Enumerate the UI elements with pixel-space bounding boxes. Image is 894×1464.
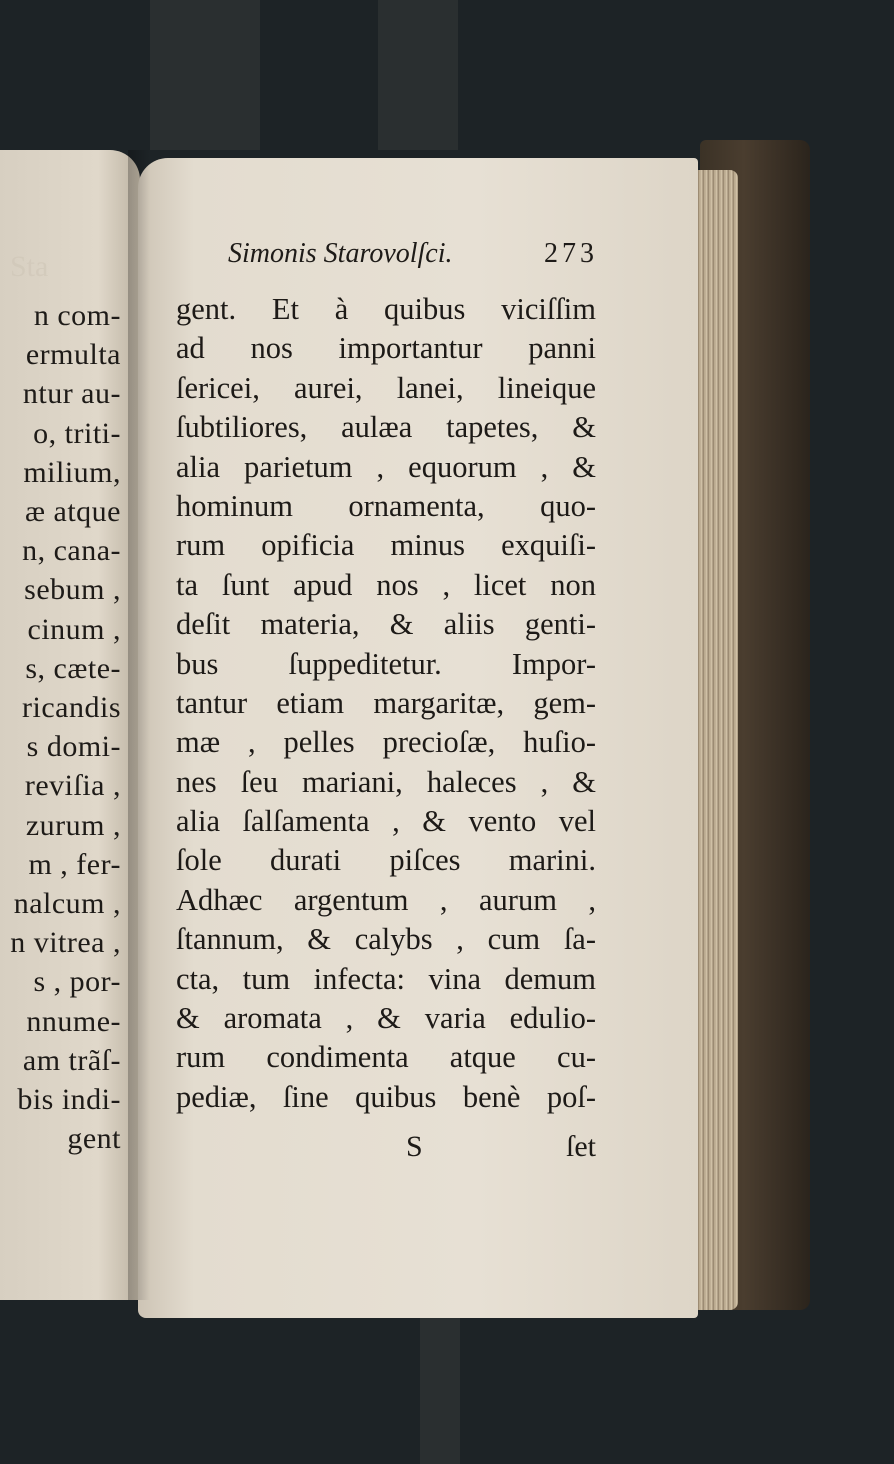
left-page-line: nnume- xyxy=(26,1004,121,1038)
text-line: tantur etiam margaritæ, gem- xyxy=(176,685,596,720)
left-page-line: s, cæte- xyxy=(25,651,121,685)
text-line: mæ , pelles precioſæ, huſio- xyxy=(176,725,596,760)
left-page-line: sebum , xyxy=(24,573,121,607)
text-line: Adhæc argentum , aurum , xyxy=(176,882,596,917)
text-line: rum opificia minus exquiſi- xyxy=(176,528,596,563)
left-page-line: milium, xyxy=(23,455,121,489)
text-line: ſubtiliores, aulæa tapetes, & xyxy=(176,410,596,445)
text-line: pediæ, ſine quibus benè poſ- xyxy=(176,1079,596,1114)
background-binding-strip xyxy=(378,0,458,150)
text-line: hominum ornamenta, quo- xyxy=(176,488,596,523)
left-page-line: reviſia , xyxy=(24,769,121,803)
left-page-line: zurum , xyxy=(25,808,121,842)
gutter-shadow xyxy=(128,150,150,1300)
left-page-line: n vitrea , xyxy=(10,926,121,960)
left-page-line: n com- xyxy=(33,299,121,332)
left-page-line: bis indi- xyxy=(17,1083,121,1117)
text-line: cta, tum infecta: vina demum xyxy=(176,961,596,996)
left-page-line: ricandis xyxy=(22,691,121,725)
text-line: alia parietum , equorum , & xyxy=(176,449,596,484)
text-line: nes ſeu mariani, haleces , & xyxy=(176,764,596,799)
running-head-title: Simonis Starovolſci. xyxy=(228,238,453,269)
text-line: ſole durati piſces marini. xyxy=(176,843,596,878)
signature-mark: S xyxy=(406,1130,423,1163)
left-page-line: m , fer- xyxy=(28,847,121,881)
text-line: gent. Et à quibus viciſſim xyxy=(176,292,596,326)
text-line: ad nos importantur panni xyxy=(176,331,596,366)
text-line: alia ſalſamenta , & vento vel xyxy=(176,804,596,839)
text-line: deſit materia, & aliis genti- xyxy=(176,607,596,642)
text-line: ſericei, aurei, lanei, lineique xyxy=(176,370,596,405)
page-number: 273 xyxy=(544,238,598,269)
left-page-line: s domi- xyxy=(26,730,121,764)
left-page-line: o, triti- xyxy=(33,416,121,450)
left-page-text xyxy=(0,296,121,1158)
text-line: bus ſuppeditetur. Impor- xyxy=(176,646,596,681)
left-page-line: n, cana- xyxy=(22,534,121,568)
left-page-line: ntur au- xyxy=(22,377,121,411)
body-text xyxy=(176,290,596,1117)
catchword: ſet xyxy=(566,1130,596,1163)
text-line: & aromata , & varia edulio- xyxy=(176,1001,596,1036)
background-binding-strip xyxy=(420,1310,460,1464)
left-page-line: nalcum , xyxy=(13,887,121,921)
background-binding-strip xyxy=(150,0,260,150)
running-head xyxy=(228,238,598,278)
left-page-line: ermulta xyxy=(25,338,121,372)
text-line: ſtannum, & calybs , cum ſa- xyxy=(176,922,596,957)
text-line: rum condimenta atque cu- xyxy=(176,1040,596,1075)
show-through-ink: Sta xyxy=(10,250,49,283)
left-page-line: cinum , xyxy=(27,612,121,646)
left-page-line: gent xyxy=(67,1122,121,1156)
left-page-line: æ atque xyxy=(25,495,121,529)
left-page-line: s , por- xyxy=(33,965,121,999)
left-page-line: am trãſ- xyxy=(22,1043,121,1077)
left-page xyxy=(0,150,140,1300)
text-line: ta ſunt apud nos , licet non xyxy=(176,567,596,602)
